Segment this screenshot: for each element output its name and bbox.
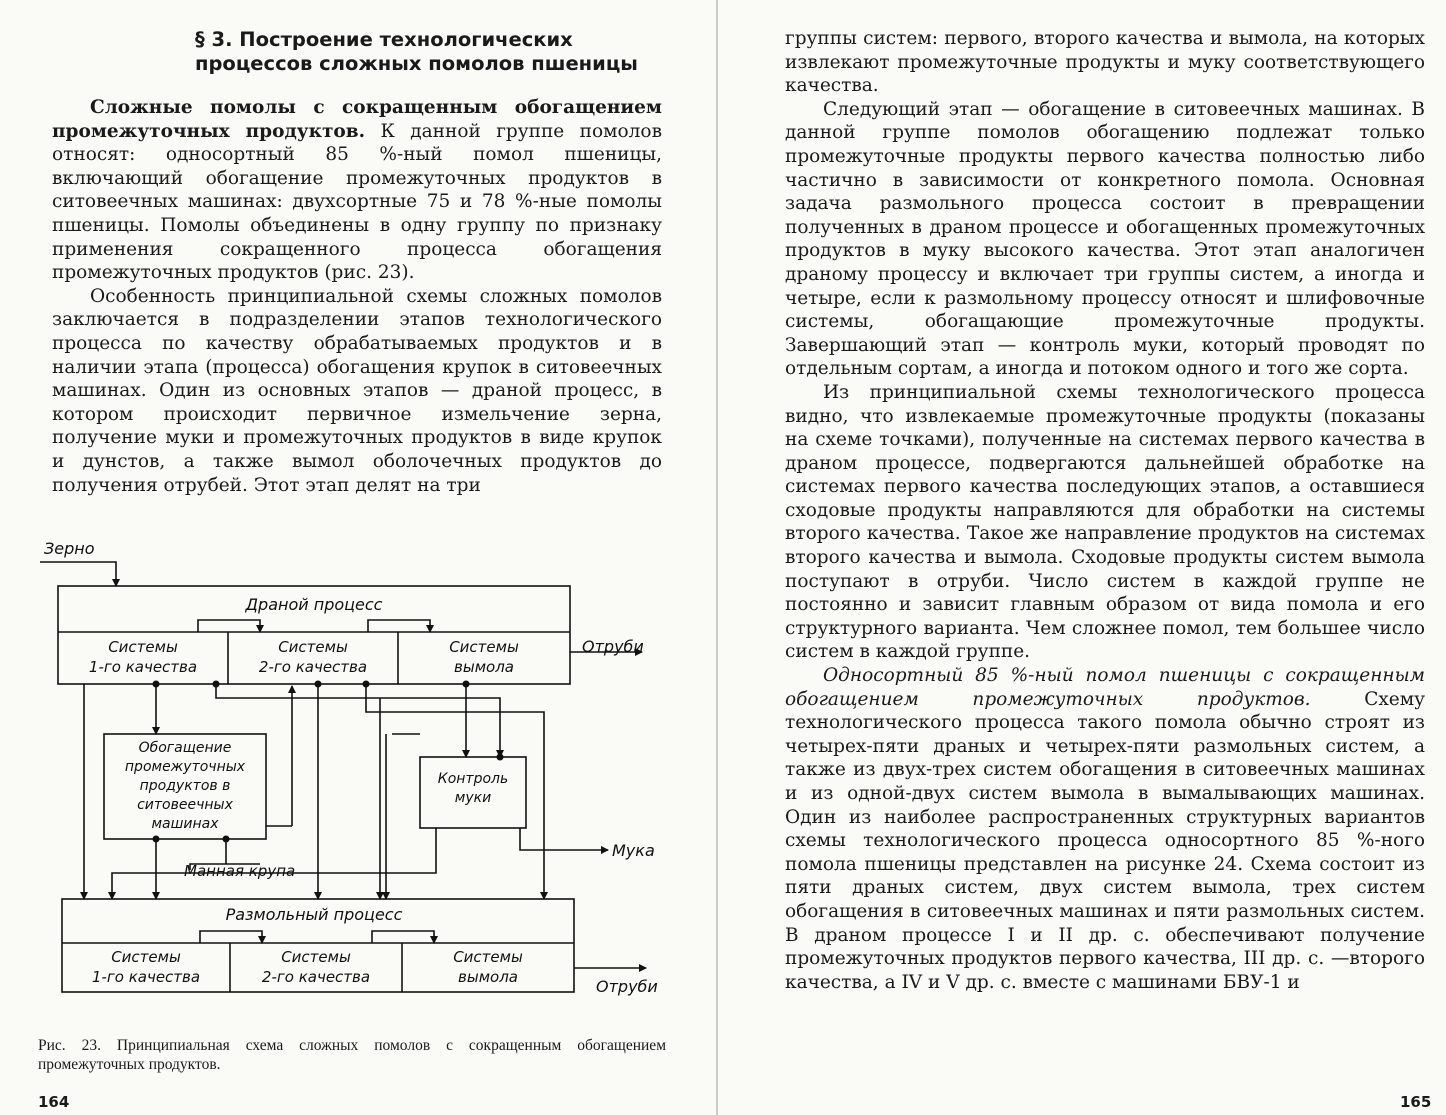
grain-input-arrow	[40, 562, 116, 586]
process-diagram	[30, 528, 680, 1008]
bottom-cell-2-line-2: 2-го качества	[261, 968, 371, 986]
top-cell-1-line-1: Системы	[108, 638, 178, 656]
left-paragraph-1-text: К данной группе помолов относят: односортный 85 %-ный помол пшеницы, включающий обогащение промежуточных продуктов в ситовеечных машинах: двухсортные 75 и 78 %-ные помолы пшеницы. Помолы объединены в одну группу по признаку применения сокращенного процесса обогащения промежуточных продуктов (рис. 23).	[52, 120, 662, 284]
left-paragraph-2: Особенность принципиальной схемы сложных помолов заключается в подразделении этапов технологического процесса по качеству обрабатываемых продуктов и в наличии этапа (процесса) обогащения крупок в ситовеечных машинах. Один из основных этапов — драной процесс, в котором происходит первичное измельчение зерна, получение муки и промежуточных продуктов в виде крупок и дунстов, а также вымол оболочечных продуктов до получения отрубей. Этот этап делят на три	[52, 285, 662, 496]
right-text-column	[785, 27, 1425, 994]
flour-output-arrow	[520, 828, 608, 850]
top-bran-label: Отруби	[582, 637, 644, 656]
control-line-1: Контроль	[437, 771, 509, 787]
right-paragraph-4	[785, 664, 1425, 994]
heading-line-1: § 3. Построение технологических	[195, 28, 573, 51]
right-paragraph-1: группы систем: первого, второго качества и вымола, на которых извлекают промежуточные продукты и муку соответствующего качества.	[785, 28, 1425, 97]
top-cell-2-line-1: Системы	[278, 638, 348, 656]
bottom-cell-3-line-2: вымола	[458, 968, 518, 986]
enrichment-line-2: промежуточных	[124, 759, 246, 775]
top-cell-2-line-2: 2-го качества	[258, 658, 368, 676]
heading-line-2: процессов сложных помолов пшеницы	[195, 52, 638, 75]
section-heading	[195, 28, 665, 76]
term-single-grade-grinding: Односортный 85 %-ный помол пшеницы с сокращенным обогащением промежуточных продуктов.	[785, 665, 1425, 710]
enrichment-line-5: машинах	[151, 816, 219, 832]
flour-label: Мука	[612, 841, 655, 860]
left-text-column	[52, 96, 662, 497]
right-paragraph-2: Следующий этап — обогащение в ситовеечных машинах. В данной группе помолов обогащению подлежат только промежуточные продукты первого качества полностью либо частично в зависимости от конкретного помола. Основная задача размольного процесса состоит в превращении полученных в драном процессе и обогащенных промежуточных продуктов в муку высокого качества. Этот этап аналогичен драному процессу и включает три группы систем, а иногда и четыре, если к размольному процессу относят и шлифовочные системы, обогащающие промежуточные продукты. Завершающий этап — контроль муки, который проводят по отдельным сортам, а иногда и потоком одного и того же сорта.	[785, 98, 1425, 380]
bottom-cell-1-line-2: 1-го качества	[91, 968, 201, 986]
page-number-left: 164	[38, 1093, 70, 1111]
right-paragraph-4-text: Схему технологического процесса такого помола обычно строят из четырех-пяти драных и четырех-пяти размольных систем, а также из двух-трех систем обогащения в ситовеечных машинах и из одной-двух систем вымола в вымалывающих машинах. Один из наиболее распространенных структурных вариантов схемы технологического процесса односортного 85 %-ного помола пшеницы представлен на рисунке 24. Схема состоит из пяти драных систем, двух систем вымола, трех систем обогащения в ситовеечных машинах и пяти размольных систем. В драном процессе I и II др. с. обеспечивают получение промежуточных продуктов первого качества, III др. с. —второго качества, а IV и V др. с. вместе с машинами БВУ-1 и	[785, 688, 1425, 993]
semolina-label: Манная крупа	[184, 862, 296, 880]
term-complex-grinding: Сложные помолы с сокращенным обогащением промежуточных продуктов.	[52, 97, 662, 142]
enrichment-line-1: Обогащение	[138, 740, 232, 756]
control-line-2: муки	[454, 790, 492, 806]
page-number-right: 165	[1400, 1093, 1432, 1111]
left-paragraph-1	[52, 96, 662, 285]
bottom-cell-3-line-1: Системы	[453, 948, 523, 966]
grain-label: Зерно	[44, 539, 95, 558]
top-cell-3-line-1: Системы	[449, 638, 519, 656]
bottom-cell-2-line-1: Системы	[281, 948, 351, 966]
right-paragraph-3: Из принципиальной схемы технологического процесса видно, что извлекаемые промежуточные продукты (показаны на схеме точками), полученные на системах первого качества в драном процессе, подвергаются дальнейшей обработке на системах первого качества последующих этапов, а оставшиеся сходовые продукты направляются для обработки на системы второго качества. Такое же направление продуктов на системах второго качества и вымола. Сходовые продукты систем вымола поступают в отруби. Число систем в каждой группе не постоянно и зависит главным образом от вида помола и его структурного варианта. Чем сложнее помол, тем большее число систем в каждой группе.	[785, 381, 1425, 663]
figure-caption: Рис. 23. Принципиальная схема сложных помолов с сокращенным обогащением промежуточных продуктов.	[38, 1037, 666, 1073]
reduction-process-label: Размольный процесс	[225, 905, 403, 924]
enrichment-line-4: ситовеечных	[137, 797, 233, 813]
bottom-cell-1-line-1: Системы	[111, 948, 181, 966]
break-process-label: Драной процесс	[245, 595, 383, 614]
top-cell-1-line-2: 1-го качества	[88, 658, 198, 676]
enrichment-line-3: продуктов в	[139, 778, 231, 794]
book-gutter	[716, 0, 718, 1115]
top-cell-3-line-2: вымола	[454, 658, 514, 676]
bottom-bran-label: Отруби	[596, 977, 658, 996]
